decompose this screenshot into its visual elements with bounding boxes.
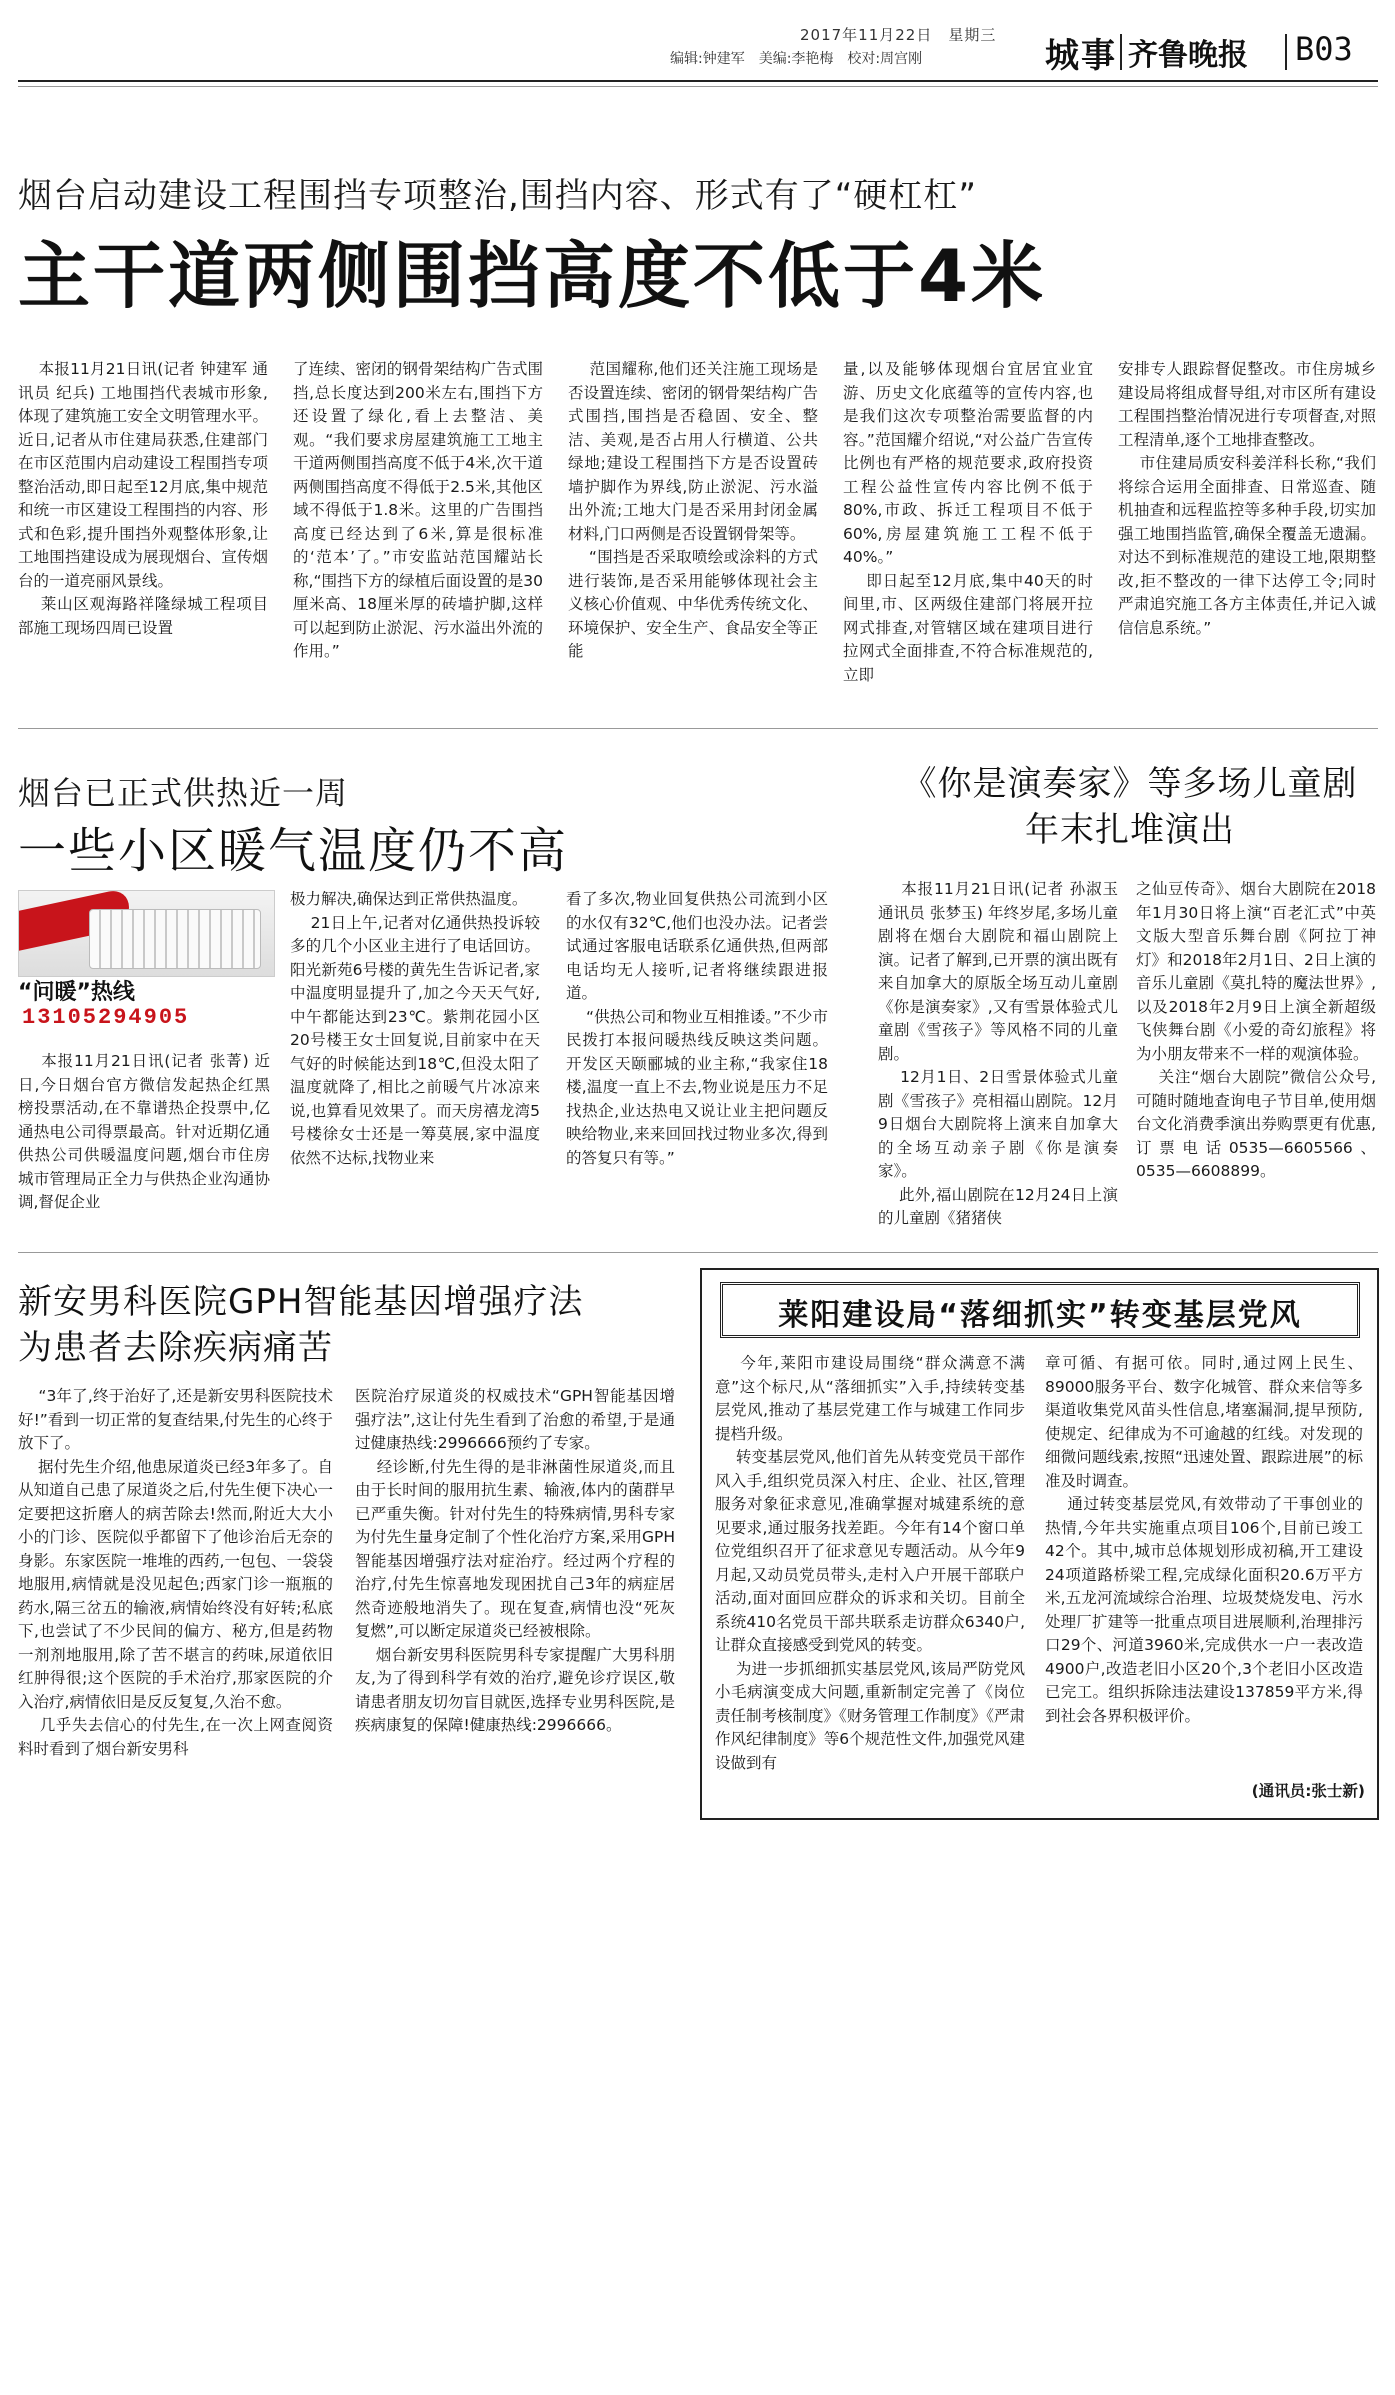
article4-title[interactable]: 新安男科医院GPH智能基因增强疗法 为患者去除疾病痛苦: [18, 1282, 584, 1368]
radiator-icon: [89, 909, 261, 969]
article1-col5: 安排专人跟踪督促整改。市住房城乡建设局将组成督导组,对市区所有建设工程围挡整治情况进行专项督查,对照工程清单,逐个工地排查整改。 市住建局质安科姜洋科长称,“我们将综合运用全面排查、日常巡查、随机抽查和远程监控等多种手段,切实加强工地围挡监管,确保全覆盖无遗漏。对达不到标准规范的建设工地,限期整改,拒不整改的一律下达停工令;同时严肃追究施工各方主体责任,并记入诚信信息系统。”: [1118, 360, 1376, 637]
hotline-label: “问暖”热线: [18, 980, 135, 1005]
page-number: B03: [1295, 30, 1353, 68]
article1-col4: 量,以及能够体现烟台宜居宜业宜游、历史文化底蕴等的宣传内容,也是我们这次专项整治需要监督的内容。”范国耀介绍说,“对公益广告宣传比例也有严格的规范要求,政府投资工程公益性宣传内容比例不低于80%,市政、拆迁工程项目不低于60%,房屋建筑施工工程不低于40%。” 即日起至12月底,集中40天的时间里,市、区两级住建部门将展开拉网式排查,对管辖区域在建项目进行拉网式全面排查,不符合标准规范的,立即: [843, 360, 1093, 684]
hotline-number[interactable]: 13105294905: [22, 1005, 190, 1030]
radiator-photo: [18, 890, 275, 977]
article4-col1: “3年了,终于治好了,还是新安男科医院技术好!”看到一切正常的复查结果,付先生的心终于放下了。 据付先生介绍,他患尿道炎已经3年多了。自从知道自己患了尿道炎之后,付先生便下决心一定要把这折磨人的病苦除去!然而,附近大大小小的门诊、医院似乎都留下了他诊治后无奈的身影。东家医院一堆堆的西药,一包包、一袋袋地服用,病情就是没见起色;西家门诊一瓶瓶的药水,隔三岔五的输液,病情始终没有好转;私底下,也尝试了不少民间的偏方、秘方,但是药物一剂剂地服用,除了苦不堪言的药味,尿道依旧红肿得很;这个医院的手术治疗,那家医院的介入治疗,病情依旧是反反复复,久治不愈。 几乎失去信心的付先生,在一次上网查阅资料时看到了烟台新安男科: [18, 1387, 333, 1758]
editor-credits: 编辑:钟建军 美编:李艳梅 校对:周宫刚: [670, 51, 923, 67]
article4-col2: 医院治疗尿道炎的权威技术“GPH智能基因增强疗法”,这让付先生看到了治愈的希望,于是通过健康热线:2996666预约了专家。 经诊断,付先生得的是非淋菌性尿道炎,而且由于长时间的服用抗生素、输液,体内的菌群早已严重失衡。针对付先生的特殊病情,男科专家为付先生量身定制了个性化治疗方案,采用GPH智能基因增强疗法对症治疗。经过两个疗程的治疗,付先生惊喜地发现困扰自己3年的病症居然奇迹般地消失了。现在复查,病情也没“死灰复燃”,可以断定尿道炎已经被根除。 烟台新安男科医院男科专家提醒广大男科朋友,为了得到科学有效的治疗,避免诊疗误区,敬请患者朋友切勿盲目就医,选择专业男科医院,是疾病康复的保障!健康热线:2996666。: [355, 1387, 675, 1734]
issue-date: 2017年11月22日 星期三: [800, 26, 997, 44]
article5-signoff: (通讯员:张士新): [1251, 1782, 1365, 1800]
article1-col1: 本报11月21日讯(记者 钟建军 通讯员 纪兵) 工地围挡代表城市形象,体现了建筑施工安全文明管理水平。近日,记者从市住建局获悉,住建部门在市区范围内启动建设工程围挡专项整治活动,即日起至12月底,集中规范和统一市区建设工程围挡的内容、形式和色彩,提升围挡外观整体形象,让工地围挡建设成为展现烟台、宣传烟台的一道亮丽风景线。 莱山区观海路祥隆绿城工程项目部施工现场四周已设置: [18, 360, 268, 637]
section-divider: [18, 1252, 1378, 1253]
header-divider: [1285, 34, 1287, 70]
newspaper-logo: 齐鲁晚报: [1128, 38, 1248, 73]
article5-col2: 章可循、有据可依。同时,通过网上民生、89000服务平台、数字化城管、群众来信等多渠道收集党风苗头性信息,堵塞漏洞,提早预防,使规定、纪律成为不可逾越的红线。对发现的细微问题线索,按照“迅速处置、跟踪进展”的标准及时调查。 通过转变基层党风,有效带动了干事创业的热情,今年共实施重点项目106个,目前已竣工42个。其中,城市总体规划形成初稿,开工建设24项道路桥梁工程,完成绿化面积20.6万平方米,五龙河流域综合治理、垃圾焚烧发电、污水处理厂扩建等一批重点项目进展顺利,治理排污口29个、河道3960米,完成供水一户一表改造4900户,改造老旧小区20个,3个老旧小区改造已完工。组织拆除违法建设137859平方米,得到社会各界积极评价。: [1045, 1354, 1363, 1725]
article2-col1: 本报11月21日讯(记者 张菁) 近日,今日烟台官方微信发起热企红黑榜投票活动,在不靠谱热企投票中,亿通热电公司得票最高。针对近期亿通供热公司供暖温度问题,烟台市住房城市管理局正全力与供热企业沟通协调,督促企业: [18, 1052, 270, 1211]
article5-title[interactable]: 莱阳建设局“落细抓实”转变基层党风: [778, 1298, 1302, 1333]
article2-col3: 看了多次,物业回复供热公司流到小区的水仅有32℃,他们也没办法。记者尝试通过客服电话联系亿通供热,但两部电话均无人接听,记者将继续跟进报道。 “供热公司和物业互相推诿。”不少市民拨打本报问暖热线反映这类问题。开发区天颐郦城的业主称,“我家住18楼,温度一直上不去,物业说是压力不足找热企,业达热电又说让业主把问题反映给物业,来来回回找过物业多次,得到的答复只有等。”: [566, 890, 829, 1167]
section-name: 城事: [1045, 36, 1117, 76]
header-rule: [18, 80, 1378, 82]
article1-col2: 了连续、密闭的钢骨架结构广告式围挡,总长度达到200米左右,围挡下方还设置了绿化,看上去整洁、美观。“我们要求房屋建筑施工工地主干道两侧围挡高度不低于4米,次干道两侧围挡高度不得低于2.5米,其他区域不得低于1.8米。这里的广告围挡高度已经达到了6米,算是很标准的‘范本’了。”市安监站范国耀站长称,“围挡下方的绿植后面设置的是30厘米高、18厘米厚的砖墙护脚,这样可以起到防止淤泥、污水溢出外流的作用。”: [293, 360, 543, 660]
article3-col1: 本报11月21日讯(记者 孙淑玉 通讯员 张梦玉) 年终岁尾,多场儿童剧将在烟台大剧院和福山剧院上演。记者了解到,已开票的演出既有来自加拿大的原版全场互动儿童剧《你是演奏家》,又有雪景体验式儿童剧《雪孩子》等风格不同的儿童剧。 12月1日、2日雪景体验式儿童剧《雪孩子》亮相福山剧院。12月9日烟台大剧院将上演来自加拿大的全场互动亲子剧《你是演奏家》。 此外,福山剧院在12月24日上演的儿童剧《猪猪侠: [878, 880, 1119, 1227]
article2-col2: 极力解决,确保达到正常供热温度。 21日上午,记者对亿通供热投诉较多的几个小区业主进行了电话回访。阳光新苑6号楼的黄先生告诉记者,家中温度明显提升了,加之今天天气好,中午都能达到23℃。紫荆花园小区20号楼王女士回复说,目前家中在天气好的时候能达到18℃,但没太阳了温度就降了,相比之前暖气片冰凉来说,也算看见效果了。而天房禧龙湾5号楼徐女士还是一筹莫展,家中温度依然不达标,找物业来: [290, 890, 540, 1167]
article1-col3: 范国耀称,他们还关注施工现场是否设置连续、密闭的钢骨架结构广告式围挡,围挡是否稳固、安全、整洁、美观,是否占用人行横道、公共绿地;建设工程围挡下方是否设置砖墙护脚作为界线,防止淤泥、污水溢出外流;工地大门是否采用封闭金属材料,门口两侧是否设置钢骨架等。 “围挡是否采取喷绘或涂料的方式进行装饰,是否采用能够体现社会主义核心价值观、中华优秀传统文化、环境保护、安全生产、食品安全等正能: [568, 360, 818, 660]
article1-kicker: 烟台启动建设工程围挡专项整治,围挡内容、形式有了“硬杠杠”: [18, 176, 978, 216]
section-divider: [18, 728, 1378, 729]
article5-col1: 今年,莱阳市建设局围绕“群众满意不满意”这个标尺,从“落细抓实”入手,持续转变基层党风,推动了基层党建工作与城建工作同步提档升级。 转变基层党风,他们首先从转变党员干部作风入手,组织党员深入村庄、企业、社区,管理服务对象征求意见,准确掌握对城建系统的意见要求,通过服务找差距。今年有14个窗口单位党组织召开了征求意见专题活动。从今年9月起,又动员党员带头,走村入户开展干部联户活动,面对面回应群众的诉求和关切。目前全系统410名党员干部共联系走访群众6340户,让群众直接感受到党风的转变。 为进一步抓细抓实基层党风,该局严防党风小毛病演变成大问题,重新制定完善了《岗位责任制考核制度》《财务管理工作制度》《严肃作风纪律制度》等6个规范性文件,加强党风建设做到有: [715, 1354, 1026, 1772]
article2-headline[interactable]: 一些小区暖气温度仍不高: [18, 823, 569, 879]
article1-headline[interactable]: 主干道两侧围挡高度不低于4米: [18, 234, 1047, 318]
article3-col2: 之仙豆传奇》、烟台大剧院在2018年1月30日将上演“百老汇式”中英文版大型音乐舞台剧《阿拉丁神灯》和2018年2月1日、2日上演的音乐儿童剧《莫扎特的魔法世界》,以及2018年2月9日上演全新超级飞侠舞台剧《小爱的奇幻旅程》将为小朋友带来不一样的观演体验。 关注“烟台大剧院”微信公众号,可随时随地查询电子节目单,使用烟台文化消费季演出券购票更有优惠,订票电话0535—6605566、0535—6608899。: [1136, 880, 1376, 1180]
header-divider: [1120, 34, 1122, 70]
article2-kicker: 烟台已正式供热近一周: [18, 774, 349, 812]
article3-title[interactable]: 《你是演奏家》等多场儿童剧 年末扎堆演出: [902, 764, 1358, 850]
header-rule-thin: [18, 86, 1378, 87]
